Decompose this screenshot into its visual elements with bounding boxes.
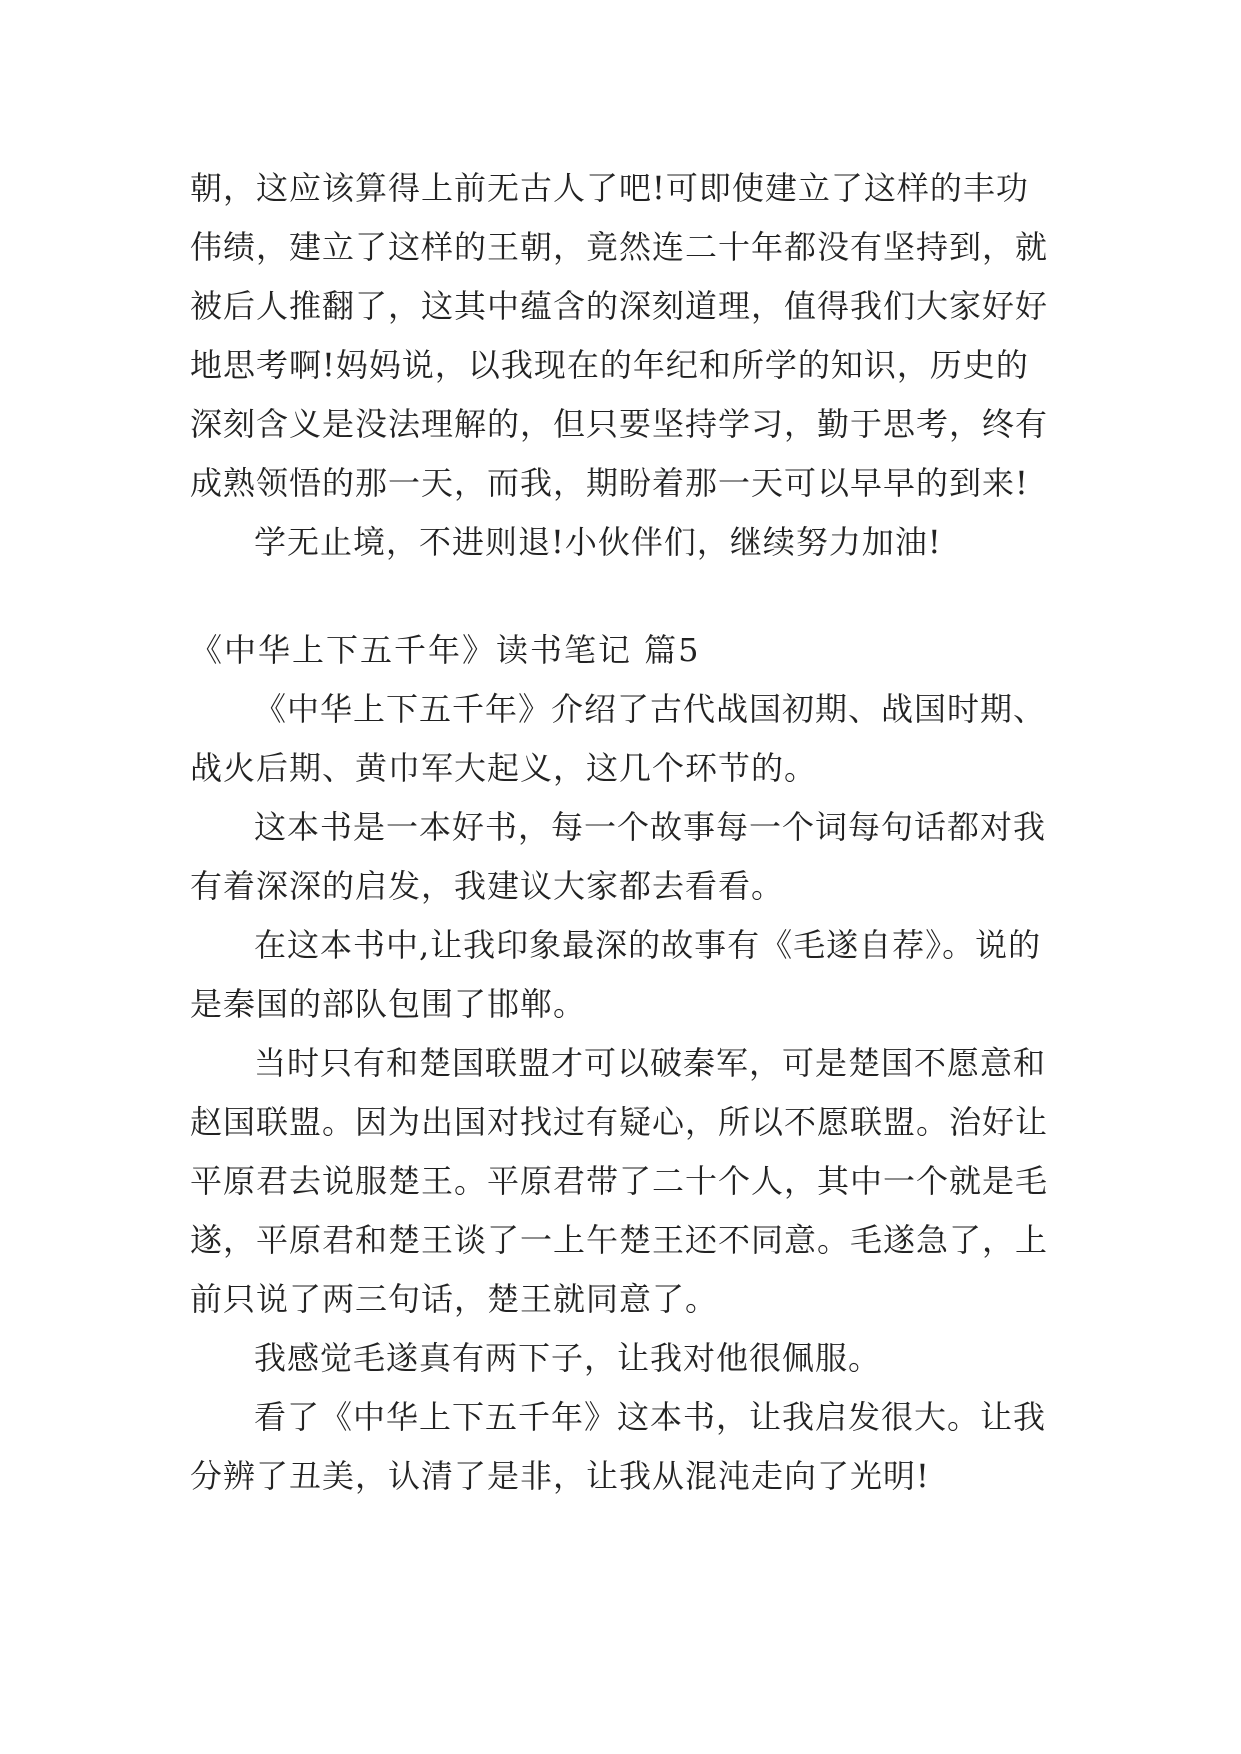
body-text-line: 是秦国的部队包围了邯郸。 bbox=[190, 985, 587, 1023]
body-text-line: 伟绩，建立了这样的王朝，竟然连二十年都没有坚持到，就 bbox=[190, 228, 1049, 266]
body-text-line: 赵国联盟。因为出国对找过有疑心，所以不愿联盟。治好让 bbox=[190, 1103, 1049, 1141]
body-text-line: 前只说了两三句话，楚王就同意了。 bbox=[190, 1280, 719, 1318]
body-text-line: 深刻含义是没法理解的，但只要坚持学习，勤于思考，终有 bbox=[190, 405, 1049, 443]
paragraph-first-line: 在这本书中,让我印象最深的故事有《毛遂自荐》。说的 bbox=[254, 926, 1042, 964]
paragraph-first-line: 看了《中华上下五千年》这本书，让我启发很大。让我 bbox=[254, 1398, 1047, 1436]
body-text-line: 分辨了丑美，认清了是非，让我从混沌走向了光明! bbox=[190, 1457, 930, 1495]
body-text-line: 地思考啊!妈妈说，以我现在的年纪和所学的知识，历史的 bbox=[190, 346, 1029, 384]
paragraph-first-line: 这本书是一本好书，每一个故事每一个词每句话都对我 bbox=[254, 808, 1047, 846]
paragraph-first-line: 我感觉毛遂真有两下子，让我对他很佩服。 bbox=[254, 1339, 882, 1377]
paragraph-first-line: 学无止境，不进则退!小伙伴们，继续努力加油! bbox=[254, 523, 942, 561]
body-text-line: 朝，这应该算得上前无古人了吧!可即使建立了这样的丰功 bbox=[190, 169, 1029, 207]
body-text-line: 成熟领悟的那一天，而我，期盼着那一天可以早早的到来! bbox=[190, 464, 1029, 502]
body-text-line: 遂，平原君和楚王谈了一上午楚王还不同意。毛遂急了，上 bbox=[190, 1221, 1049, 1259]
paragraph-first-line: 当时只有和楚国联盟才可以破秦军，可是楚国不愿意和 bbox=[254, 1044, 1047, 1082]
body-text-line: 被后人推翻了，这其中蕴含的深刻道理，值得我们大家好好 bbox=[190, 287, 1049, 325]
body-text-line: 平原君去说服楚王。平原君带了二十个人，其中一个就是毛 bbox=[190, 1162, 1049, 1200]
section-heading: 《中华上下五千年》读书笔记 篇5 bbox=[190, 631, 701, 669]
paragraph-first-line: 《中华上下五千年》介绍了古代战国初期、战国时期、 bbox=[254, 690, 1047, 728]
body-text-line: 战火后期、黄巾军大起义，这几个环节的。 bbox=[190, 749, 818, 787]
body-text-line: 有着深深的启发，我建议大家都去看看。 bbox=[190, 867, 785, 905]
